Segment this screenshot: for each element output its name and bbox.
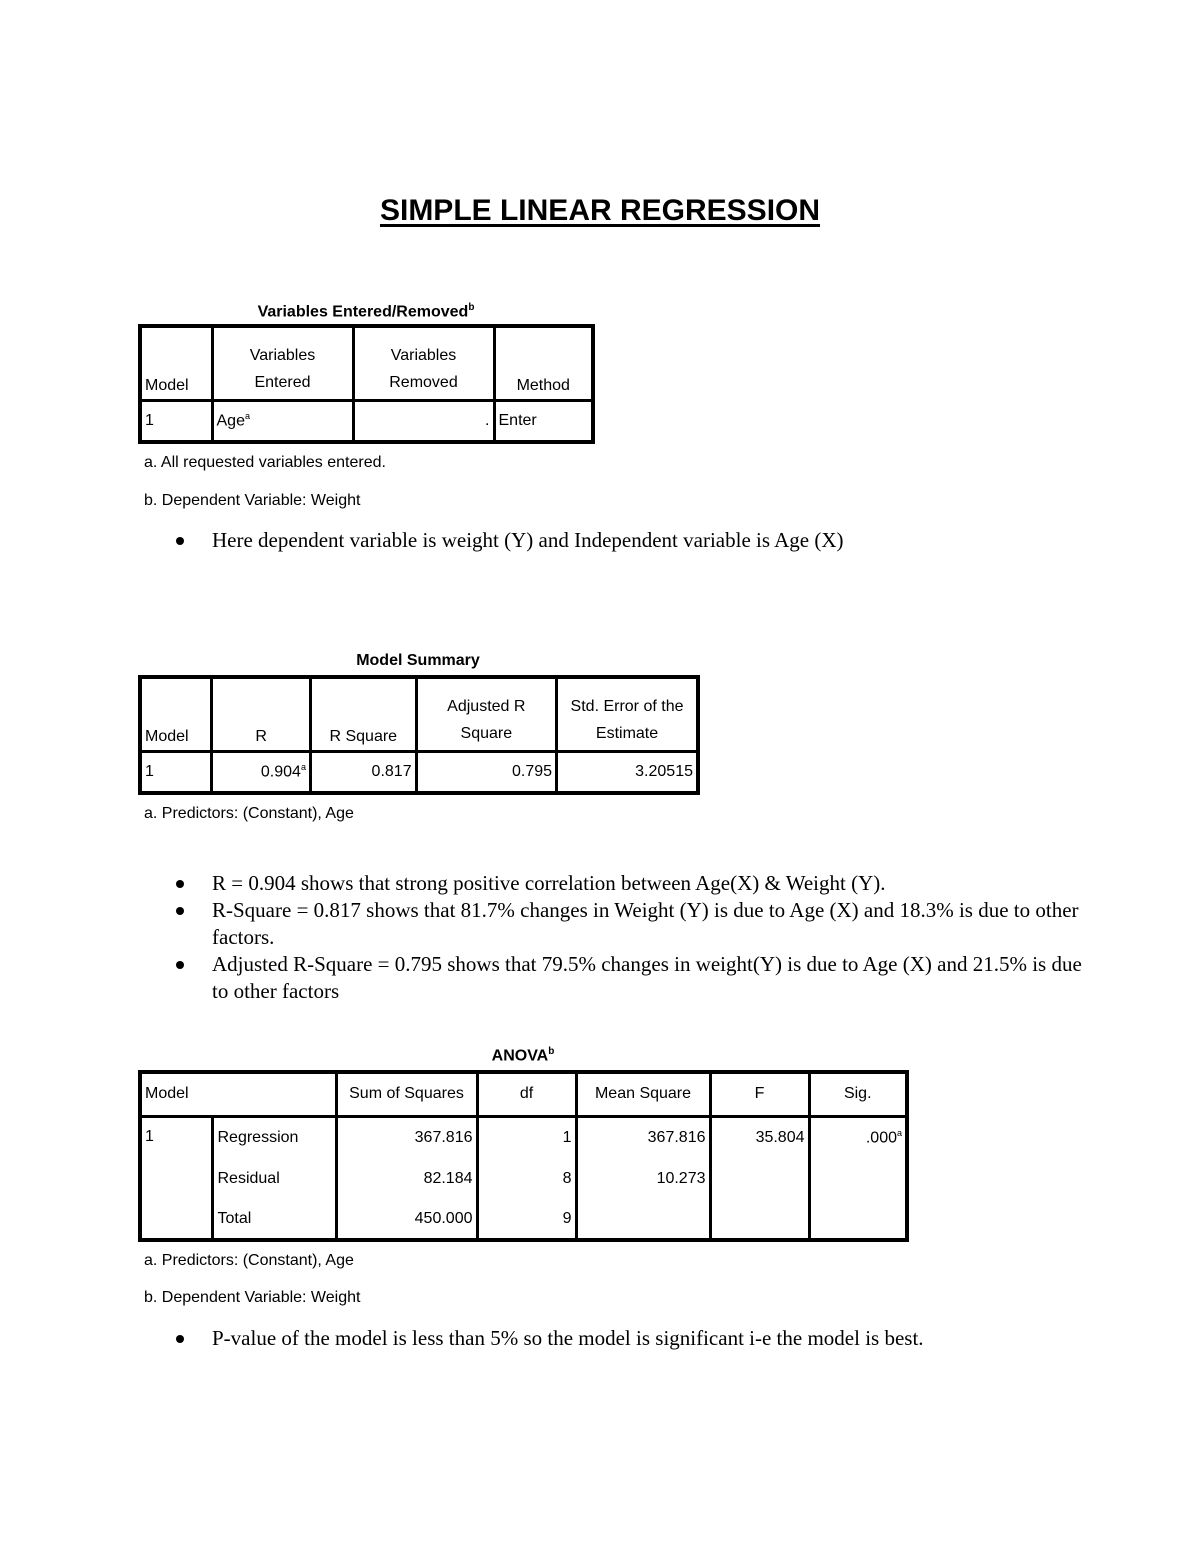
cell-model: 1 (140, 400, 212, 442)
cell-entered-sup: a (244, 411, 250, 422)
table-header-row (140, 326, 593, 400)
cell-df: 1 (477, 1116, 576, 1158)
cell-source: Residual (212, 1158, 336, 1200)
table-row (140, 1200, 907, 1240)
table-row (140, 751, 698, 793)
cell-std-error: 3.20515 (557, 751, 698, 793)
variables-table-caption-sup: b (468, 302, 475, 313)
table-row (140, 1158, 907, 1200)
list-item-text: R-Square = 0.817 shows that 81.7% changes in Weight (Y) is due to Age (X) and 18.3% is due to other factors. (212, 898, 1079, 949)
variables-table-caption-text: Variables Entered/Removed (257, 303, 469, 321)
anova-note-a: a. Predictors: (Constant), Age (144, 1252, 354, 1269)
bullet-list-1 (140, 527, 1100, 554)
table-row (140, 1116, 907, 1158)
header-adjusted-r-square (416, 677, 556, 751)
list-item-text: Here dependent variable is weight (Y) and Independent variable is Age (X) (212, 528, 844, 552)
header-sig: Sig. (809, 1072, 907, 1116)
header-model: Model (140, 1072, 336, 1116)
cell-sig (809, 1158, 907, 1200)
summary-table-caption: Model Summary (356, 652, 480, 669)
cell-source: Regression (212, 1116, 336, 1158)
cell-df: 8 (477, 1158, 576, 1200)
cell-adjusted-r-square: 0.795 (416, 751, 556, 793)
cell-r-square: 0.817 (310, 751, 416, 793)
cell-r (212, 751, 311, 793)
list-item (140, 527, 1100, 554)
bullet-list-2 (140, 870, 1100, 1005)
list-item (140, 951, 1100, 1005)
cell-ms: 10.273 (576, 1158, 710, 1200)
variables-table-caption (138, 302, 594, 321)
header-entered-line1: Variables (249, 346, 316, 364)
bullet-list-3 (140, 1325, 1100, 1352)
cell-entered (212, 400, 353, 442)
list-item-text: P-value of the model is less than 5% so the model is significant i-e the model is best. (212, 1326, 924, 1350)
list-item-text: Adjusted R-Square = 0.795 shows that 79.5% changes in weight(Y) is due to Age (X) and 21.5% is due to other factors (212, 952, 1082, 1003)
header-entered (212, 326, 353, 400)
table-row (140, 400, 593, 442)
variables-table (138, 324, 595, 444)
header-entered-line2: Entered (254, 373, 311, 391)
header-model (140, 326, 212, 400)
anova-table (138, 1070, 909, 1242)
header-adj-line1: Adjusted R (447, 697, 526, 715)
header-r-square: R Square (310, 677, 416, 751)
cell-r-sup: a (300, 762, 306, 773)
header-sum-of-squares: Sum of Squares (336, 1072, 477, 1116)
variables-note-b: b. Dependent Variable: Weight (144, 492, 361, 509)
cell-sig-text: .000 (865, 1129, 897, 1147)
cell-ss: 367.816 (336, 1116, 477, 1158)
cell-f: 35.804 (710, 1116, 809, 1158)
header-se-line2: Estimate (595, 724, 659, 742)
list-item (140, 1325, 1100, 1352)
page-title: SIMPLE LINEAR REGRESSION (379, 194, 821, 227)
bullet-icon (176, 537, 184, 545)
bullet-icon (176, 907, 184, 915)
anova-table-caption (138, 1046, 908, 1065)
header-method-label: Method (516, 376, 570, 394)
bullet-icon (176, 961, 184, 969)
bullet-icon (176, 1335, 184, 1343)
header-se-line1: Std. Error of the (570, 697, 684, 715)
header-model: Model (140, 677, 212, 751)
cell-source: Total (212, 1200, 336, 1240)
cell-sig (809, 1116, 907, 1158)
header-std-error (557, 677, 698, 751)
cell-model: 1 (140, 751, 212, 793)
header-df: df (477, 1072, 576, 1116)
anova-table-caption-text: ANOVA (491, 1047, 549, 1065)
cell-removed: . (353, 400, 494, 442)
table-header-row (140, 677, 698, 751)
table-header-row (140, 1072, 907, 1116)
cell-sig (809, 1200, 907, 1240)
header-r: R (212, 677, 311, 751)
summary-table (138, 675, 700, 795)
cell-method: Enter (494, 400, 593, 442)
bullet-icon (176, 880, 184, 888)
cell-ss: 450.000 (336, 1200, 477, 1240)
anova-table-caption-sup: b (548, 1046, 555, 1057)
cell-f (710, 1158, 809, 1200)
cell-ms: 367.816 (576, 1116, 710, 1158)
header-method (494, 326, 593, 400)
header-mean-square: Mean Square (576, 1072, 710, 1116)
list-item-text: R = 0.904 shows that strong positive correlation between Age(X) & Weight (Y). (212, 871, 886, 895)
header-adj-line2: Square (460, 724, 513, 742)
header-removed-line1: Variables (390, 346, 457, 364)
list-item (140, 897, 1100, 951)
cell-f (710, 1200, 809, 1240)
header-f: F (710, 1072, 809, 1116)
header-model-label: Model (145, 376, 189, 394)
list-item (140, 870, 1100, 897)
cell-model: 1 (140, 1116, 212, 1240)
cell-ss: 82.184 (336, 1158, 477, 1200)
header-removed-line2: Removed (389, 373, 458, 391)
cell-ms (576, 1200, 710, 1240)
header-removed (353, 326, 494, 400)
cell-entered-text: Age (216, 412, 245, 430)
cell-sig-sup: a (896, 1128, 902, 1139)
cell-df: 9 (477, 1200, 576, 1240)
anova-note-b: b. Dependent Variable: Weight (144, 1289, 361, 1306)
variables-note-a: a. All requested variables entered. (144, 454, 386, 471)
cell-r-text: 0.904 (260, 763, 301, 781)
summary-note-a: a. Predictors: (Constant), Age (144, 805, 354, 822)
